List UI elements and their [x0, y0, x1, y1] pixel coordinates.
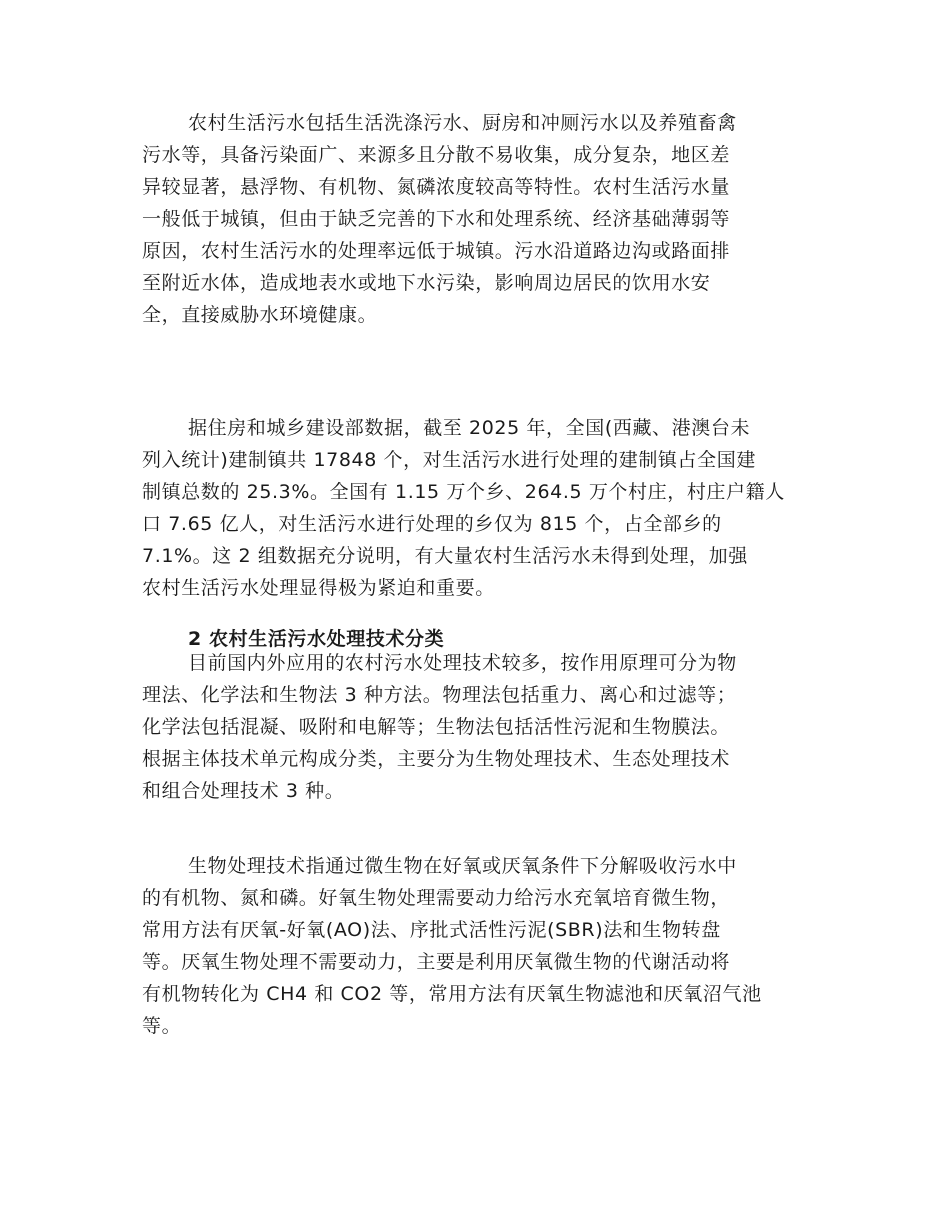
text-line: 等。	[142, 1015, 182, 1037]
text-line: 农村生活污水包括生活洗涤污水、厨房和冲厕污水以及养殖畜禽	[188, 112, 737, 134]
text-line: 污水等，具备污染面广、来源多且分散不易收集，成分复杂，地区差	[142, 144, 731, 166]
text-line: 常用方法有厌氧-好氧(AO)法、序批式活性污泥(SBR)法和生物转盘	[142, 919, 721, 941]
text-line: 全，直接威胁水环境健康。	[142, 304, 378, 326]
text-line: 根据主体技术单元构成分类，主要分为生物处理技术、生态处理技术	[142, 748, 731, 770]
text-line: 和组合处理技术 3 种。	[142, 780, 345, 802]
text-line: 理法、化学法和生物法 3 种方法。物理法包括重力、离心和过滤等；	[142, 684, 737, 706]
text-line: 口 7.65 亿人，对生活污水进行处理的乡仅为 815 个，占全部乡的	[142, 513, 722, 535]
text-line: 制镇总数的 25.3%。全国有 1.15 万个乡、264.5 万个村庄，村庄户籍人	[142, 481, 785, 503]
text-line: 生物处理技术指通过微生物在好氧或厌氧条件下分解吸收污水中	[188, 855, 737, 877]
text-line: 据住房和城乡建设部数据，截至 2025 年，全国(西藏、港澳台未	[188, 417, 751, 439]
text-line: 有机物转化为 CH4 和 CO2 等，常用方法有厌氧生物滤池和厌氧沼气池	[142, 983, 762, 1005]
paragraph-technology-classification	[142, 647, 737, 807]
paragraph-biological-treatment	[142, 850, 762, 1042]
text-line: 7.1%。这 2 组数据充分说明，有大量农村生活污水未得到处理，加强	[142, 545, 748, 567]
text-line: 等。厌氧生物处理不需要动力，主要是利用厌氧微生物的代谢活动将	[142, 951, 731, 973]
section-heading: 2 农村生活污水处理技术分类	[188, 628, 445, 650]
text-line: 目前国内外应用的农村污水处理技术较多，按作用原理可分为物	[188, 652, 737, 674]
text-line: 的有机物、氮和磷。好氧生物处理需要动力给污水充氧培育微生物，	[142, 887, 731, 909]
text-line: 至附近水体，造成地表水或地下水污染，影响周边居民的饮用水安	[142, 272, 711, 294]
text-line: 列入统计)建制镇共 17848 个，对生活污水进行处理的建制镇占全国建	[142, 449, 756, 471]
paragraph-statistics	[142, 412, 785, 604]
text-line: 原因，农村生活污水的处理率远低于城镇。污水沿道路边沟或路面排	[142, 240, 731, 262]
paragraph-rural-sewage-overview	[142, 107, 737, 331]
text-line: 一般低于城镇，但由于缺乏完善的下水和处理系统、经济基础薄弱等	[142, 208, 731, 230]
text-line: 农村生活污水处理显得极为紧迫和重要。	[142, 577, 495, 599]
text-line: 化学法包括混凝、吸附和电解等；生物法包括活性污泥和生物膜法。	[142, 716, 731, 738]
text-line: 异较显著，悬浮物、有机物、氮磷浓度较高等特性。农村生活污水量	[142, 176, 731, 198]
